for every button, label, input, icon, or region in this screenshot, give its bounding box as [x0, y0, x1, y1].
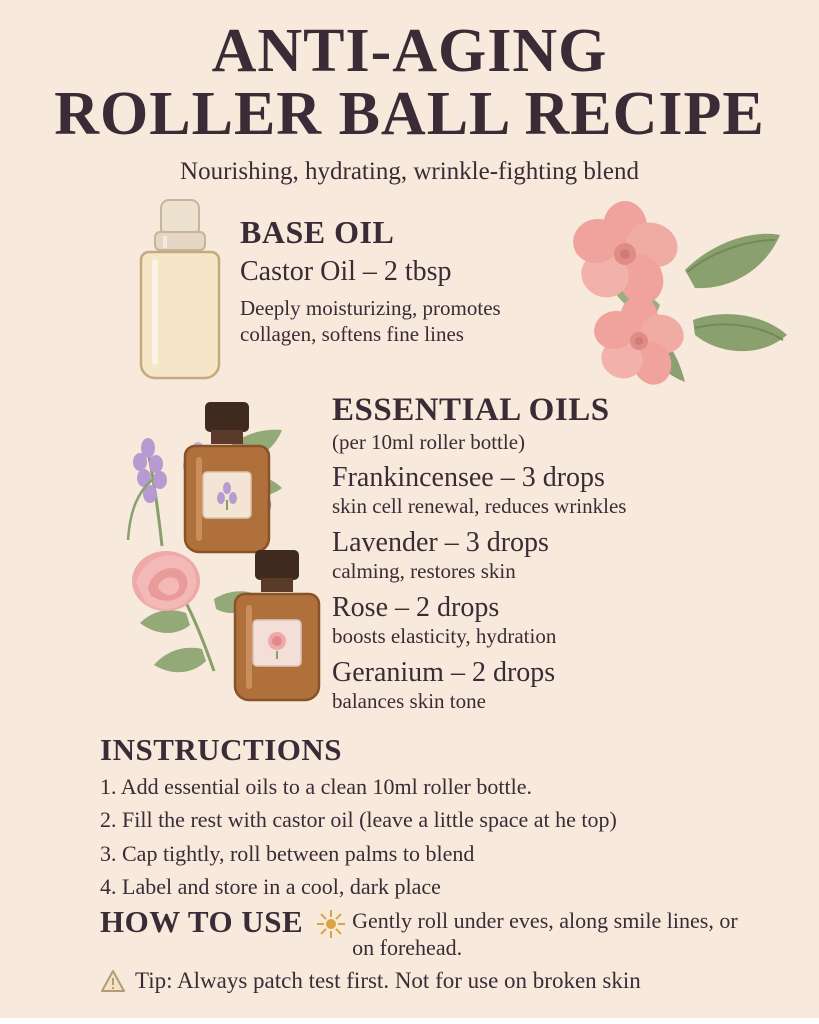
how-to-use-section [100, 905, 760, 962]
bottom-edge [0, 1018, 819, 1024]
pink-flowers-illustration [565, 200, 795, 400]
essential-oils-heading: ESSENTIAL OILS [332, 392, 610, 428]
how-to-use-text: Gently roll under eves, along smile lines, or on forehead. [352, 908, 738, 960]
essential-oils-section [332, 392, 732, 714]
base-oil-item: Castor Oil – 2 tbsp [240, 256, 452, 288]
instruction-step: 4. Label and store in a cool, dark place [100, 874, 441, 900]
amber-dropper-bottle-illustration [175, 400, 280, 560]
essential-oil-name: Rose – 2 drops [332, 591, 500, 623]
warning-triangle-icon [100, 969, 126, 993]
base-oil-heading: BASE OIL [240, 214, 395, 250]
base-oil-description: Deeply moisturizing, promotes collagen, softens fine lines [240, 296, 501, 346]
instructions-heading: INSTRUCTIONS [100, 732, 343, 767]
essential-oils-subheading: (per 10ml roller bottle) [332, 430, 526, 455]
essential-oil-name: Lavender – 3 drops [332, 527, 549, 559]
essential-oil-name: Frankincensee – 3 drops [332, 462, 605, 494]
instructions-section [100, 733, 740, 901]
page-subtitle: Nourishing, hydrating, wrinkle-fighting blend [180, 158, 639, 186]
instruction-step: 1. Add essential oils to a clean 10ml roller bottle. [100, 774, 532, 800]
list-item [332, 657, 732, 715]
sun-icon [317, 910, 345, 938]
list-item [332, 462, 732, 520]
tip-text: Tip: Always patch test first. Not for use on broken skin [135, 968, 641, 993]
list-item [332, 592, 732, 650]
essential-oil-description: skin cell renewal, reduces wrinkles [332, 494, 627, 519]
roller-bottle-illustration [125, 196, 235, 386]
base-oil-section [240, 215, 580, 348]
page-title-line-2: ROLLER BALL RECIPE [54, 80, 765, 149]
instruction-step: 3. Cap tightly, roll between palms to blend [100, 840, 475, 866]
instruction-step: 2. Fill the rest with castor oil (leave a little space at he top) [100, 807, 617, 833]
amber-dropper-bottle-illustration [225, 548, 330, 708]
essential-oil-description: balances skin tone [332, 688, 486, 713]
essential-oil-description: calming, restores skin [332, 559, 516, 584]
how-to-use-body [317, 905, 760, 962]
page-title-line-1: ANTI-AGING [211, 17, 608, 85]
tip-line [100, 968, 641, 994]
poster-title-block [0, 0, 819, 186]
essential-oil-name: Geranium – 2 drops [332, 656, 556, 688]
essential-oil-description: boosts elasticity, hydration [332, 624, 557, 649]
list-item [332, 527, 732, 585]
how-to-use-heading: HOW TO USE [100, 904, 304, 939]
